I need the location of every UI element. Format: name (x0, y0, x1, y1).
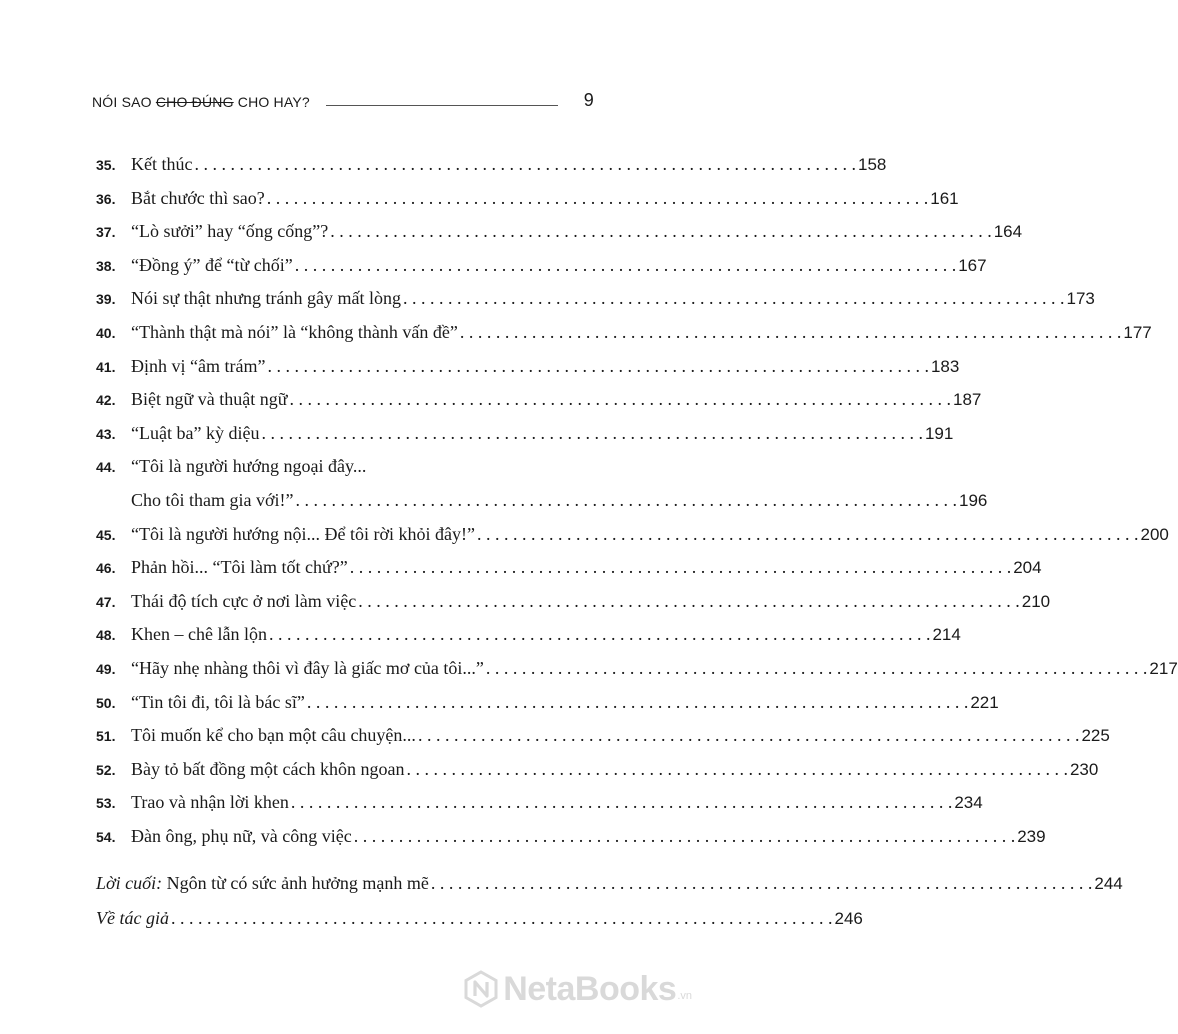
dot-leader (307, 686, 969, 720)
dot-leader (350, 551, 1012, 585)
toc-entry-number: 52. (96, 761, 116, 778)
toc-entry-page: 204 (1013, 558, 1042, 578)
toc-entry-number: 53. (96, 795, 116, 812)
toc-entry-number: 46. (96, 560, 116, 577)
toc-entry-page: 234 (954, 793, 983, 813)
toc-entry-title: Bày tỏ bất đồng một cách khôn ngoan (131, 758, 405, 779)
dot-leader (296, 484, 958, 518)
toc-entry-title: Biệt ngữ và thuật ngữ (131, 389, 288, 410)
toc-entry-body (131, 417, 953, 451)
toc-extra-label: Lời cuối: (96, 873, 163, 893)
toc-entry-title: “Lò sưởi” hay “ống cống”? (131, 221, 329, 242)
toc-entry-body (131, 585, 1050, 619)
toc-entry-body (131, 686, 999, 720)
toc-entry-page: 183 (930, 356, 960, 376)
toc-entry-number: 42. (96, 392, 116, 409)
toc-entry-body (131, 551, 1042, 585)
toc-entry-number: 43. (96, 425, 116, 442)
toc-entry-body (131, 350, 959, 384)
toc-entry-body (131, 148, 886, 182)
dot-leader (431, 866, 1093, 901)
toc-entry[interactable] (96, 383, 982, 417)
toc-entry-page: 221 (970, 692, 999, 712)
toc-entry-number: 49. (96, 660, 116, 677)
toc-entry-number: 54. (96, 828, 116, 845)
toc-entry-line (131, 719, 1110, 753)
toc-entry-line (131, 753, 1098, 787)
dot-leader (358, 585, 1020, 619)
toc-entry-number: 50. (96, 694, 116, 711)
toc-entry-title: “Thành thật mà nói” là “không thành vấn đề” (131, 321, 458, 342)
toc-entry-body (131, 450, 987, 517)
toc-entry-line (131, 182, 959, 216)
toc-extra-title (96, 901, 169, 936)
toc-entry-line (131, 786, 983, 820)
toc-entry-title: Kết thúc (131, 154, 193, 174)
running-title-strikethrough: CHO ĐÚNG (155, 94, 234, 110)
dot-leader (290, 383, 952, 417)
toc-entry[interactable] (96, 786, 983, 820)
dot-leader (418, 719, 1080, 753)
toc-entry-title: Nói sự thật nhưng tránh gây mất lòng (131, 288, 401, 309)
toc-entry-page: 214 (932, 625, 961, 645)
toc-entry[interactable] (96, 753, 1099, 787)
toc-entry-title: Định vị “âm trám” (131, 355, 266, 376)
toc-entry-title: “Tôi là người hướng ngoại đây... (131, 456, 367, 477)
toc-entry-line (131, 518, 1169, 552)
toc-extra-entry[interactable] (96, 901, 863, 936)
toc-entry-line (131, 652, 1178, 686)
toc-entry-page: 230 (1069, 759, 1099, 779)
toc-entry-page: 177 (1123, 322, 1152, 342)
toc-entry-line (131, 820, 1046, 854)
toc-entry-line (131, 215, 1022, 249)
toc-entry-body (131, 719, 1110, 753)
toc-entry-title: Cho tôi tham gia với!” (131, 489, 294, 510)
toc-entry-line (131, 148, 886, 182)
toc-entry-line (131, 686, 999, 720)
dot-leader (261, 417, 923, 451)
toc-entry-number: 35. (96, 157, 116, 173)
dot-leader (194, 148, 856, 182)
netabooks-logo-icon (463, 971, 499, 1007)
toc-entry-title: Thái độ tích cực ở nơi làm việc (131, 590, 357, 611)
toc-entry-page: 239 (1017, 826, 1046, 846)
toc-entry-body (131, 618, 961, 652)
toc-entry[interactable] (96, 417, 954, 451)
running-title-suffix: CHO HAY? (233, 94, 310, 110)
dot-leader (460, 316, 1122, 350)
toc-entry-title: Khen – chê lẫn lộn (131, 624, 267, 645)
table-of-contents (96, 148, 1178, 853)
toc-entry-page: 164 (993, 222, 1023, 242)
toc-entry-number: 45. (96, 526, 116, 543)
toc-entry-number: 44. (96, 459, 116, 476)
toc-entry-page: 158 (857, 155, 887, 174)
toc-entry-number: 38. (96, 257, 116, 274)
toc-entry-body (131, 786, 983, 820)
toc-entry-page: 161 (930, 188, 959, 208)
toc-entry-line (131, 383, 981, 417)
dot-leader (406, 753, 1068, 787)
dot-leader (486, 652, 1148, 686)
dot-leader (295, 249, 957, 283)
toc-entry-title: “Đồng ý” để “từ chối” (131, 254, 293, 275)
watermark (463, 968, 692, 1010)
dot-leader (171, 901, 833, 936)
toc-entry-title: Tôi muốn kể cho bạn một câu chuyện... (131, 725, 416, 746)
running-header (92, 90, 594, 114)
toc-entry-line (131, 249, 987, 283)
toc-entry-number: 48. (96, 627, 116, 644)
toc-extra-title (96, 866, 429, 901)
toc-entry-title: “Tôi là người hướng nội... Để tôi rời khỏi đây!” (131, 523, 476, 544)
toc-entry-title: Bắt chước thì sao? (131, 187, 265, 208)
toc-entry-number: 36. (96, 190, 116, 207)
toc-entry-body (131, 820, 1046, 854)
dot-leader (330, 215, 992, 249)
running-title (92, 94, 310, 110)
toc-entry-number: 40. (96, 324, 116, 341)
dot-leader (477, 518, 1139, 552)
page-number: 9 (583, 90, 594, 110)
toc-entry-page: 173 (1066, 289, 1095, 309)
toc-entry-line (131, 618, 961, 652)
toc-entry[interactable] (96, 652, 1178, 686)
toc-entry-title: “Tin tôi đi, tôi là bác sĩ” (131, 691, 305, 712)
toc-entry-body (131, 249, 987, 283)
dot-leader (403, 282, 1065, 316)
toc-entry-line (131, 282, 1095, 316)
toc-entry[interactable] (96, 551, 1042, 585)
toc-entry[interactable] (96, 686, 999, 720)
toc-entry-body (131, 652, 1178, 686)
toc-extra-page: 246 (834, 909, 863, 928)
toc-extra-text: Ngôn từ có sức ảnh hưởng mạnh mẽ (162, 873, 429, 893)
toc-entry-line (131, 350, 959, 384)
toc-entry-page: 200 (1140, 524, 1169, 544)
toc-entry[interactable] (96, 350, 960, 384)
toc-entry-body (131, 282, 1095, 316)
toc-entry[interactable] (96, 249, 987, 283)
toc-entry[interactable] (96, 282, 1095, 316)
watermark-text: NetaBooks (503, 969, 677, 1008)
toc-entry-line (131, 316, 1152, 350)
toc-entry[interactable] (96, 215, 1023, 249)
toc-entry-number: 51. (96, 728, 116, 745)
toc-entry-page: 187 (953, 390, 982, 410)
toc-entry-line (131, 417, 953, 451)
toc-entry[interactable] (96, 518, 1169, 552)
toc-entry-title: Đàn ông, phụ nữ, và công việc (131, 825, 352, 846)
toc-entry-number: 47. (96, 593, 116, 610)
toc-entry-title: Trao và nhận lời khen (131, 792, 289, 813)
toc-entry[interactable] (96, 719, 1110, 753)
toc-extra-label: Về tác giả (96, 908, 169, 928)
dot-leader (267, 350, 929, 384)
toc-entry-page: 210 (1021, 591, 1051, 611)
toc-entry-number: 41. (96, 358, 116, 375)
toc-entry-body (131, 383, 981, 417)
dot-leader (354, 820, 1016, 854)
toc-entry-page: 225 (1081, 726, 1110, 746)
dot-leader (267, 182, 929, 216)
toc-entry[interactable] (96, 820, 1046, 854)
toc-entry[interactable] (96, 585, 1051, 619)
dot-leader (269, 618, 931, 652)
toc-entry-line (131, 551, 1042, 585)
toc-entry[interactable] (96, 182, 959, 216)
toc-entry-title: Phản hồi... “Tôi làm tốt chứ?” (131, 557, 348, 578)
toc-entry-title: “Luật ba” kỳ diệu (131, 422, 260, 443)
toc-entry-line (131, 484, 987, 518)
toc-entry-page: 191 (924, 423, 954, 443)
toc-entry[interactable] (96, 148, 887, 182)
watermark-suffix: .vn (677, 990, 692, 1002)
toc-entry-body (131, 316, 1152, 350)
header-rule (326, 105, 558, 106)
running-title-prefix: NÓI SAO (92, 94, 156, 110)
toc-entry-body (131, 753, 1098, 787)
toc-entry-body (131, 518, 1169, 552)
dot-leader (291, 786, 953, 820)
toc-entry-page: 196 (959, 490, 988, 510)
toc-extra-page: 244 (1094, 874, 1123, 893)
toc-entry-line (131, 450, 987, 484)
toc-extra-entry[interactable] (96, 866, 1123, 901)
toc-entry-page: 167 (958, 255, 987, 275)
toc-entry-body (131, 215, 1022, 249)
toc-entry[interactable] (96, 618, 961, 652)
toc-entry-line (131, 585, 1050, 619)
toc-extras (96, 866, 1123, 936)
toc-entry-number: 39. (96, 291, 116, 308)
toc-entry[interactable] (96, 450, 988, 517)
toc-entry-page: 217 (1149, 658, 1178, 678)
toc-entry-title: “Hãy nhẹ nhàng thôi vì đây là giấc mơ của tôi...” (131, 657, 484, 678)
toc-entry-body (131, 182, 959, 216)
toc-entry-number: 37. (96, 224, 116, 241)
toc-entry[interactable] (96, 316, 1152, 350)
